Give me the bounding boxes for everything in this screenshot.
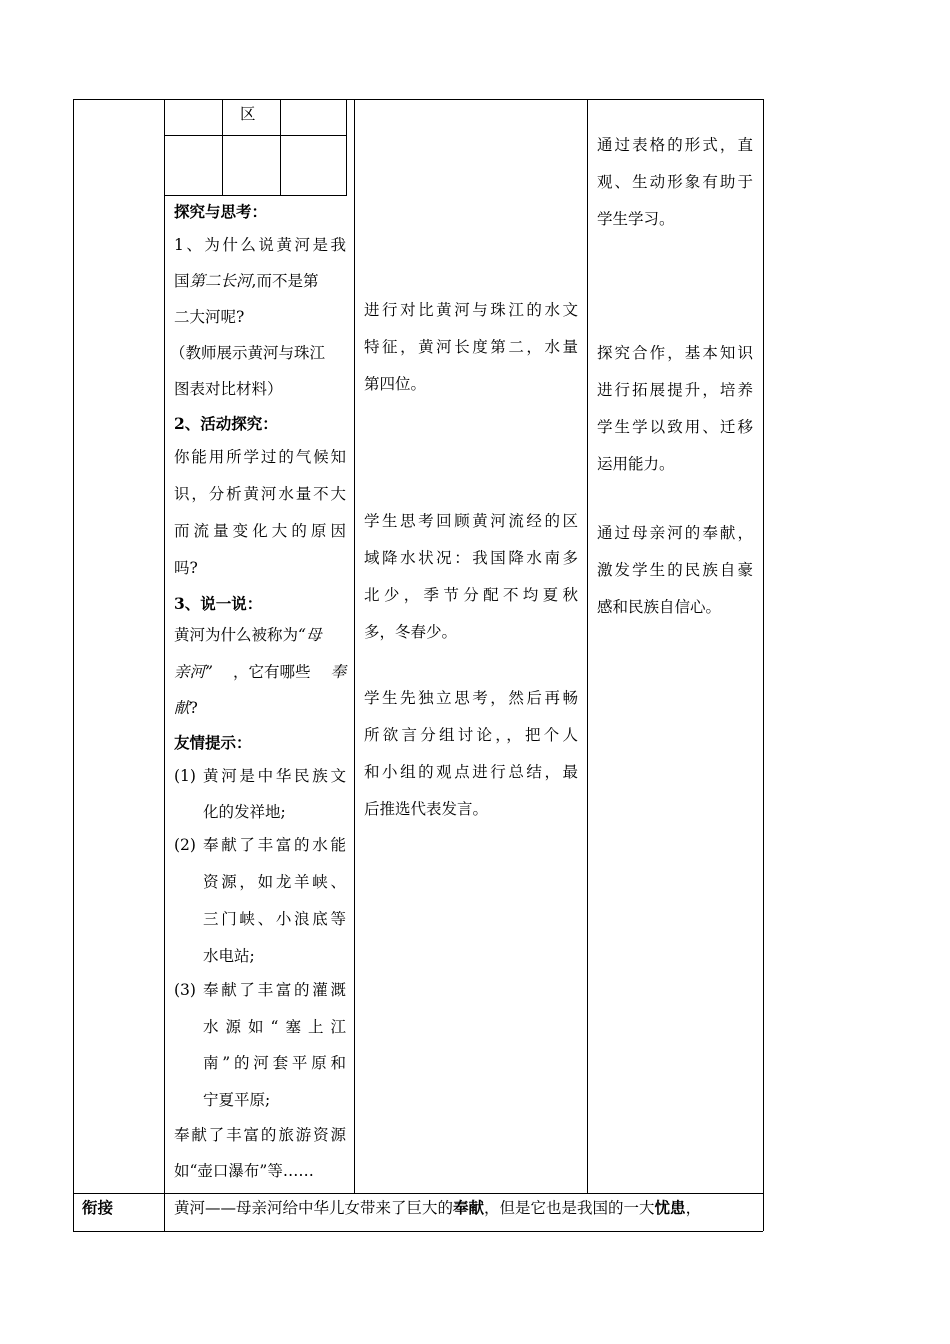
tip-1-line: 化的发祥地;	[203, 803, 286, 821]
column-divider-1	[164, 99, 165, 1231]
col3-line: 特征，黄河长度第二，水量	[364, 338, 578, 356]
col3-line: 进行对比黄河与珠江的水文	[364, 301, 578, 319]
col4-line: 学生学以致用、迁移	[597, 418, 753, 436]
q1-note: （教师展示黄河与珠江	[170, 344, 326, 362]
col3-line: 学生先独立思考，然后再畅	[364, 689, 578, 707]
tip-4-line: 奉献了丰富的旅游资源	[174, 1126, 346, 1144]
inner-table-header: 区	[240, 105, 256, 123]
tip-3-line: 水源如“塞上江	[203, 1018, 346, 1036]
tip-2-line: 资源，如龙羊峡、	[203, 873, 346, 891]
col4-line: 感和民族自信心。	[597, 598, 722, 616]
col3-line: 第四位。	[364, 375, 427, 393]
q3-line: 亲河” ，它有哪些 奉	[174, 663, 346, 681]
col4-line: 探究合作，基本知识	[597, 344, 753, 362]
col3-line: 后推选代表发言。	[364, 800, 489, 818]
heading-tips: 友情提示：	[174, 733, 252, 752]
col3-line: 所欲言分组讨论，，把个人	[364, 726, 578, 744]
column-divider-3	[587, 99, 588, 1193]
tip-2-line: 三门峡、小浪底等	[203, 910, 346, 928]
q1-line: 1、为什么说黄河是我	[174, 236, 346, 254]
tip-3-number: (3)	[174, 981, 196, 999]
col4-line: 观、生动形象有助于	[597, 173, 753, 191]
col4-line: 激发学生的民族自豪	[597, 561, 753, 579]
q3-line: 黄河为什么被称为“母	[174, 626, 322, 644]
q2-line: 而流量变化大的原因	[174, 522, 346, 540]
tip-3-line: 南”的河套平原和	[203, 1054, 346, 1072]
q2-line: 你能用所学过的气候知	[174, 448, 346, 466]
table-right-border	[763, 99, 764, 1231]
col3-line: 域降水状况：我国降水南多	[364, 549, 578, 567]
tip-2-line: 奉献了丰富的水能	[203, 836, 346, 854]
col4-line: 学生学习。	[597, 210, 675, 228]
q1-line: 二大河呢?	[174, 308, 245, 326]
column-divider-2	[354, 99, 355, 1193]
tip-2-number: (2)	[174, 836, 196, 854]
row-label-transition: 衔接	[82, 1198, 114, 1217]
table-left-border	[73, 99, 74, 1231]
q3-line: 献?	[174, 699, 198, 717]
heading-explore: 探究与思考：	[174, 202, 268, 221]
heading-talk: 3、说一说：	[174, 594, 263, 613]
col4-line: 运用能力。	[597, 455, 675, 473]
q2-line: 吗?	[174, 559, 198, 577]
col3-line: 北少，季节分配不均夏秋	[364, 586, 578, 604]
col3-line: 多，冬春少。	[364, 623, 458, 641]
tip-4-line: 如“壶口瀑布”等……	[174, 1162, 314, 1180]
col4-line: 通过表格的形式，直	[597, 136, 753, 154]
tip-1-line: 黄河是中华民族文	[203, 767, 346, 785]
q1-line: 国第二长河,而不是第	[174, 272, 319, 290]
table-bottom-border	[73, 1231, 763, 1232]
col4-line: 通过母亲河的奉献，	[597, 524, 753, 542]
col4-line: 进行拓展提升，培养	[597, 381, 753, 399]
heading-activity: 2、活动探究：	[174, 414, 278, 433]
tip-3-line: 奉献了丰富的灌溉	[203, 981, 346, 999]
transition-text: 黄河——母亲河给中华儿女带来了巨大的奉献，但是它也是我国的一大忧患，	[174, 1198, 702, 1217]
q2-line: 识，分析黄河水量不大	[174, 485, 346, 503]
tip-3-line: 宁夏平原;	[203, 1091, 271, 1109]
tip-1-number: (1)	[174, 767, 196, 785]
col3-line: 学生思考回顾黄河流经的区	[364, 512, 578, 530]
q1-note: 图表对比材料）	[174, 380, 283, 398]
tip-2-line: 水电站;	[203, 947, 255, 965]
col3-line: 和小组的观点进行总结，最	[364, 763, 578, 781]
